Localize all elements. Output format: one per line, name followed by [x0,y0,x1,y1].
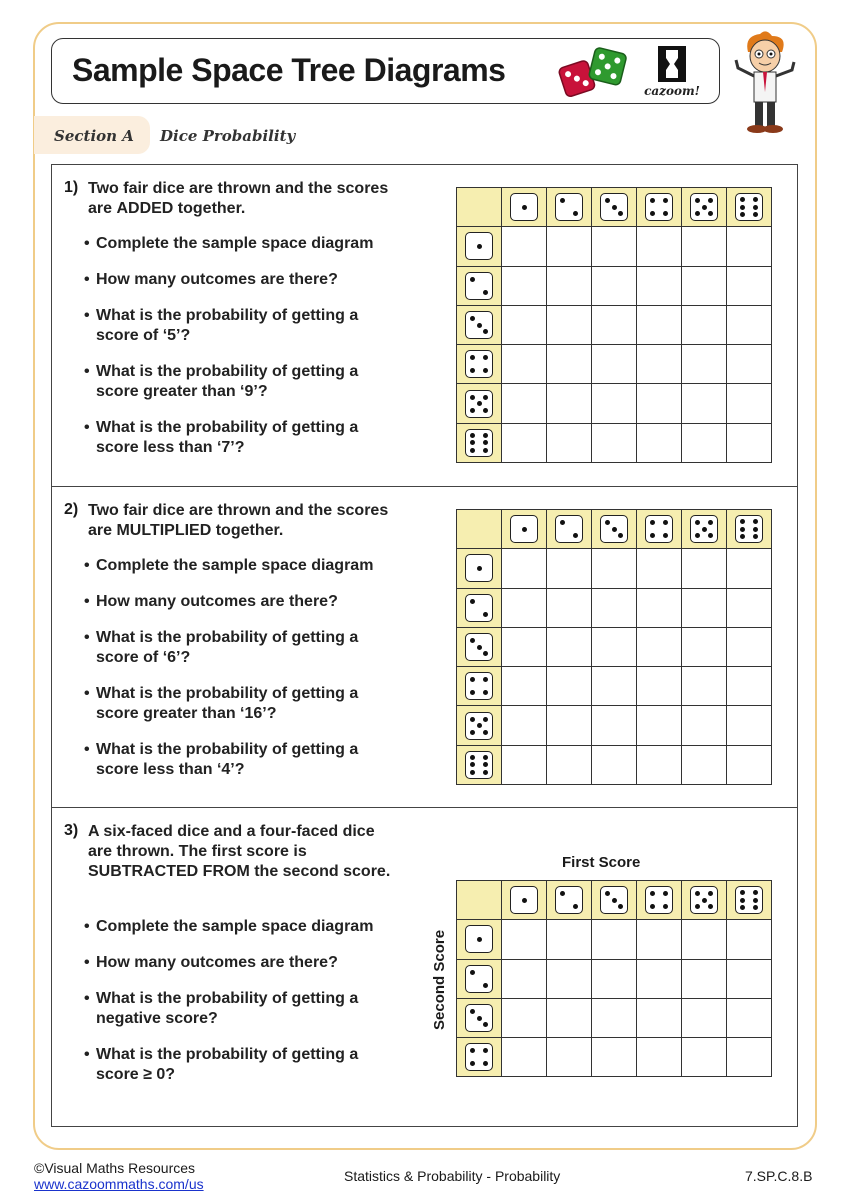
die-two-icon [465,272,493,300]
answer-cell[interactable] [502,423,547,462]
row-header-cell [457,627,502,666]
answer-cell[interactable] [682,998,727,1037]
die-five-icon [465,712,493,740]
bullet-item: • What is the probability of getting a negative score? [84,989,394,1029]
answer-cell[interactable] [592,549,637,588]
questions-box [51,164,798,1127]
answer-cell[interactable] [547,423,592,462]
answer-cell[interactable] [727,588,772,627]
row-header-cell [457,345,502,384]
question-2 [52,486,797,807]
answer-cell[interactable] [502,305,547,344]
copyright: ©Visual Maths Resources [34,1160,196,1176]
answer-cell[interactable] [727,920,772,959]
column-header-cell [637,510,682,549]
die-two-icon [465,594,493,622]
logo-text: cazoom! [644,84,700,98]
answer-cell[interactable] [502,345,547,384]
question-1 [52,165,797,486]
section-bar [34,116,814,156]
question-text-end: together. [211,522,284,539]
row-header-cell [457,266,502,305]
die-three-icon [600,515,628,543]
answer-cell[interactable] [727,345,772,384]
second-score-label: Second Score [431,929,448,1030]
die-six-icon [735,515,763,543]
die-six-icon [735,886,763,914]
question-text [88,822,398,882]
answer-cell[interactable] [502,1038,547,1077]
question-text-end: together. [173,200,246,217]
column-header-cell [547,510,592,549]
question-bullets [84,556,394,780]
question-keyword: ADDED [116,200,174,217]
answer-cell[interactable] [502,959,547,998]
answer-cell[interactable] [547,305,592,344]
answer-cell[interactable] [727,1038,772,1077]
row-header-cell [457,920,502,959]
answer-cell[interactable] [502,549,547,588]
column-header-cell [502,510,547,549]
answer-cell[interactable] [727,266,772,305]
row-header-cell [457,1038,502,1077]
title-box [51,38,720,104]
answer-cell[interactable] [637,305,682,344]
answer-cell[interactable] [682,423,727,462]
bullet-item: • What is the probability of getting a score of ‘6’? [84,628,394,668]
column-header-cell [682,510,727,549]
die-five-icon [465,390,493,418]
bullet-item: • Complete the sample space diagram [84,556,394,576]
first-score-label: First Score [562,854,641,871]
answer-cell[interactable] [502,266,547,305]
bullet-item: • How many outcomes are there? [84,953,394,973]
footer [0,1158,849,1200]
question-keyword: SUBTRACTED FROM [88,863,250,880]
answer-cell[interactable] [682,384,727,423]
column-header-cell [502,188,547,227]
answer-cell[interactable] [727,745,772,784]
answer-cell[interactable] [637,549,682,588]
answer-cell[interactable] [637,345,682,384]
answer-cell[interactable] [592,305,637,344]
column-header-cell [727,510,772,549]
answer-cell[interactable] [592,345,637,384]
answer-cell[interactable] [592,384,637,423]
question-number: 1) [64,179,79,196]
column-header-cell [547,188,592,227]
column-header-cell [547,881,592,920]
row-header-cell [457,227,502,266]
answer-cell[interactable] [637,227,682,266]
column-header-cell [637,881,682,920]
answer-cell[interactable] [547,1038,592,1077]
answer-cell[interactable] [727,384,772,423]
bullet-item: • What is the probability of getting a score ≥ 0? [84,1045,394,1085]
die-two-icon [555,193,583,221]
bullet-item: • How many outcomes are there? [84,270,394,290]
bullet-item: • Complete the sample space diagram [84,917,394,937]
answer-cell[interactable] [547,588,592,627]
answer-cell[interactable] [637,423,682,462]
answer-cell[interactable] [637,745,682,784]
answer-cell[interactable] [547,384,592,423]
die-one-icon [510,193,538,221]
die-three-icon [465,633,493,661]
answer-cell[interactable] [637,706,682,745]
row-header-cell [457,384,502,423]
cazoom-logo [642,44,702,100]
answer-cell[interactable] [682,588,727,627]
page-title: Sample Space Tree Diagrams [72,52,506,88]
answer-cell[interactable] [682,627,727,666]
answer-cell[interactable] [682,345,727,384]
answer-cell[interactable] [727,998,772,1037]
row-header-cell [457,667,502,706]
question-keyword: MULTIPLIED [116,522,212,539]
answer-cell[interactable] [547,920,592,959]
die-one-icon [465,925,493,953]
die-four-icon [465,672,493,700]
question-number: 3) [64,822,79,839]
die-four-icon [645,515,673,543]
question-text [88,179,398,219]
answer-cell[interactable] [547,549,592,588]
question-text-end: the second score. [249,863,391,880]
die-six-icon [465,429,493,457]
die-two-icon [465,965,493,993]
answer-cell[interactable] [547,745,592,784]
answer-cell[interactable] [502,227,547,266]
answer-cell[interactable] [592,920,637,959]
column-header-cell [592,188,637,227]
answer-cell[interactable] [682,706,727,745]
die-three-icon [600,886,628,914]
answer-cell[interactable] [547,627,592,666]
sample-space-grid [456,880,772,1077]
answer-cell[interactable] [502,920,547,959]
answer-cell[interactable] [727,227,772,266]
answer-cell[interactable] [727,305,772,344]
die-four-icon [645,886,673,914]
answer-cell[interactable] [547,998,592,1037]
section-label: Section A [54,127,134,145]
answer-cell[interactable] [637,998,682,1037]
column-header-cell [502,881,547,920]
dice-logo-icon [552,43,642,105]
answer-cell[interactable] [592,706,637,745]
answer-cell[interactable] [682,920,727,959]
bullet-item: • What is the probability of getting a score of ‘5’? [84,306,394,346]
answer-cell[interactable] [547,706,592,745]
question-bullets [84,234,394,458]
bullet-item: • What is the probability of getting a score greater than ‘9’? [84,362,394,402]
answer-cell[interactable] [682,549,727,588]
answer-cell[interactable] [592,423,637,462]
answer-cell[interactable] [592,627,637,666]
row-header-cell [457,959,502,998]
answer-cell[interactable] [682,667,727,706]
bullet-item: • What is the probability of getting a score greater than ‘16’? [84,684,394,724]
question-text-start: Two fair dice are thrown and the scores are [88,502,389,539]
row-header-cell [457,549,502,588]
die-one-icon [465,232,493,260]
answer-cell[interactable] [592,745,637,784]
answer-cell[interactable] [592,1038,637,1077]
die-three-icon [465,311,493,339]
column-header-cell [682,881,727,920]
section-tab [34,116,150,154]
die-six-icon [735,193,763,221]
answer-cell[interactable] [592,588,637,627]
row-header-cell [457,305,502,344]
answer-cell[interactable] [682,1038,727,1077]
row-header-cell [457,706,502,745]
die-five-icon [690,515,718,543]
answer-cell[interactable] [637,627,682,666]
question-text-start: Two fair dice are thrown and the scores are [88,180,389,217]
sample-space-grid [456,509,772,785]
answer-cell[interactable] [682,227,727,266]
die-five-icon [690,886,718,914]
answer-cell[interactable] [727,706,772,745]
bullet-item: • How many outcomes are there? [84,592,394,612]
question-3 [52,807,797,1127]
answer-cell[interactable] [637,266,682,305]
die-three-icon [600,193,628,221]
column-header-cell [727,881,772,920]
die-four-icon [645,193,673,221]
corner-cell [457,188,502,227]
die-two-icon [555,886,583,914]
answer-cell[interactable] [637,588,682,627]
answer-cell[interactable] [592,998,637,1037]
die-six-icon [465,751,493,779]
die-one-icon [465,554,493,582]
answer-cell[interactable] [547,227,592,266]
answer-cell[interactable] [727,423,772,462]
answer-cell[interactable] [637,384,682,423]
die-one-icon [510,886,538,914]
die-three-icon [465,1004,493,1032]
answer-cell[interactable] [637,1038,682,1077]
die-one-icon [510,515,538,543]
logo-mark-icon [642,44,702,84]
answer-cell[interactable] [547,959,592,998]
answer-cell[interactable] [727,959,772,998]
row-header-cell [457,423,502,462]
question-bullets [84,917,394,1085]
answer-cell[interactable] [547,667,592,706]
answer-cell[interactable] [502,667,547,706]
answer-cell[interactable] [682,959,727,998]
question-text-start: A six-faced dice and a four-faced dice are thrown. The first score is [88,823,375,860]
column-header-cell [682,188,727,227]
bullet-item: • What is the probability of getting a score less than ‘7’? [84,418,394,458]
bullet-item: • Complete the sample space diagram [84,234,394,254]
answer-cell[interactable] [547,266,592,305]
corner-cell [457,510,502,549]
answer-cell[interactable] [727,627,772,666]
website-link[interactable]: www.cazoommaths.com/us [34,1176,204,1192]
row-header-cell [457,745,502,784]
answer-cell[interactable] [502,998,547,1037]
answer-cell[interactable] [502,745,547,784]
column-header-cell [637,188,682,227]
answer-cell[interactable] [727,667,772,706]
answer-cell[interactable] [592,266,637,305]
die-four-icon [465,1043,493,1071]
corner-cell [457,881,502,920]
answer-cell[interactable] [637,920,682,959]
row-header-cell [457,998,502,1037]
die-five-icon [690,193,718,221]
answer-cell[interactable] [682,305,727,344]
answer-cell[interactable] [547,345,592,384]
bullet-item: • What is the probability of getting a score less than ‘4’? [84,740,394,780]
answer-cell[interactable] [727,549,772,588]
footer-left [34,1160,204,1192]
footer-topic: Statistics & Probability - Probability [344,1168,561,1184]
question-number: 2) [64,501,79,518]
answer-cell[interactable] [637,667,682,706]
die-four-icon [465,350,493,378]
section-title: Dice Probability [160,127,296,145]
column-header-cell [592,510,637,549]
question-text [88,501,398,541]
row-header-cell [457,588,502,627]
answer-cell[interactable] [502,384,547,423]
answer-cell[interactable] [502,627,547,666]
sample-space-grid [456,187,772,463]
answer-cell[interactable] [592,959,637,998]
answer-cell[interactable] [502,588,547,627]
footer-code: 7.SP.C.8.B [745,1168,813,1184]
die-two-icon [555,515,583,543]
column-header-cell [592,881,637,920]
answer-cell[interactable] [682,266,727,305]
answer-cell[interactable] [592,227,637,266]
column-header-cell [727,188,772,227]
answer-cell[interactable] [502,706,547,745]
answer-cell[interactable] [592,667,637,706]
answer-cell[interactable] [682,745,727,784]
answer-cell[interactable] [637,959,682,998]
